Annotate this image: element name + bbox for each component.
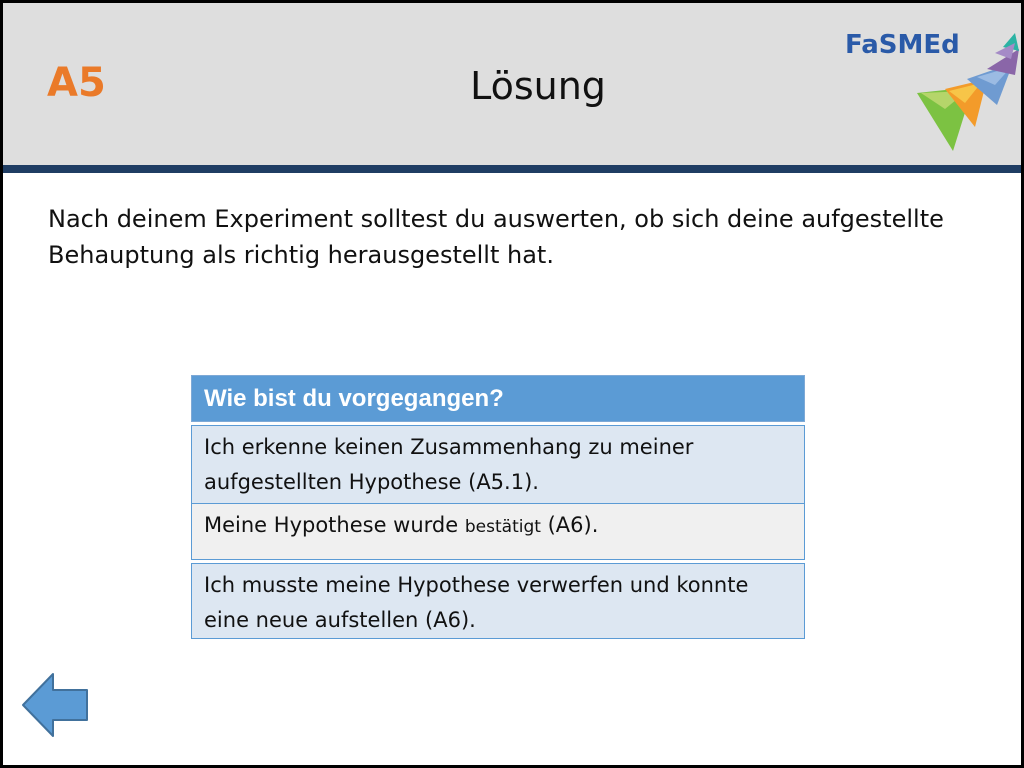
table-cell	[192, 426, 805, 504]
intro-text: Nach deinem Experiment solltest du auswerten, ob sich deine aufgestellte Behauptung als richtig herausgestellt hat.	[48, 205, 944, 269]
task-code: A5	[47, 60, 106, 106]
table-cell	[192, 564, 805, 639]
table-row	[192, 564, 805, 639]
option-text: Ich erkenne keinen Zusammenhang zu meiner aufgestellten Hypothese (A5.1).	[204, 435, 694, 494]
brand-name: FaSMEd	[845, 30, 960, 60]
option-text-start: Meine Hypothese wurde	[204, 513, 459, 537]
header-divider	[3, 165, 1021, 173]
table-row	[192, 426, 805, 504]
slide-header	[3, 3, 1021, 165]
left-arrow-icon	[23, 674, 87, 736]
fasmed-logo-icon	[915, 29, 1021, 157]
back-button[interactable]	[21, 671, 89, 739]
option-text: Ich musste meine Hypothese verwerfen und konnte eine neue aufstellen (A6).	[204, 573, 749, 632]
table-cell	[192, 504, 805, 560]
table-header: Wie bist du vorgegangen?	[192, 376, 805, 422]
table-row	[192, 504, 805, 560]
option-text-end: (A6).	[547, 513, 599, 537]
option-text-emphasis: bestätigt	[464, 517, 541, 537]
slide-title: Lösung	[470, 64, 606, 108]
slide	[3, 3, 1021, 765]
table-header-row	[192, 376, 805, 422]
options-table	[191, 375, 805, 639]
